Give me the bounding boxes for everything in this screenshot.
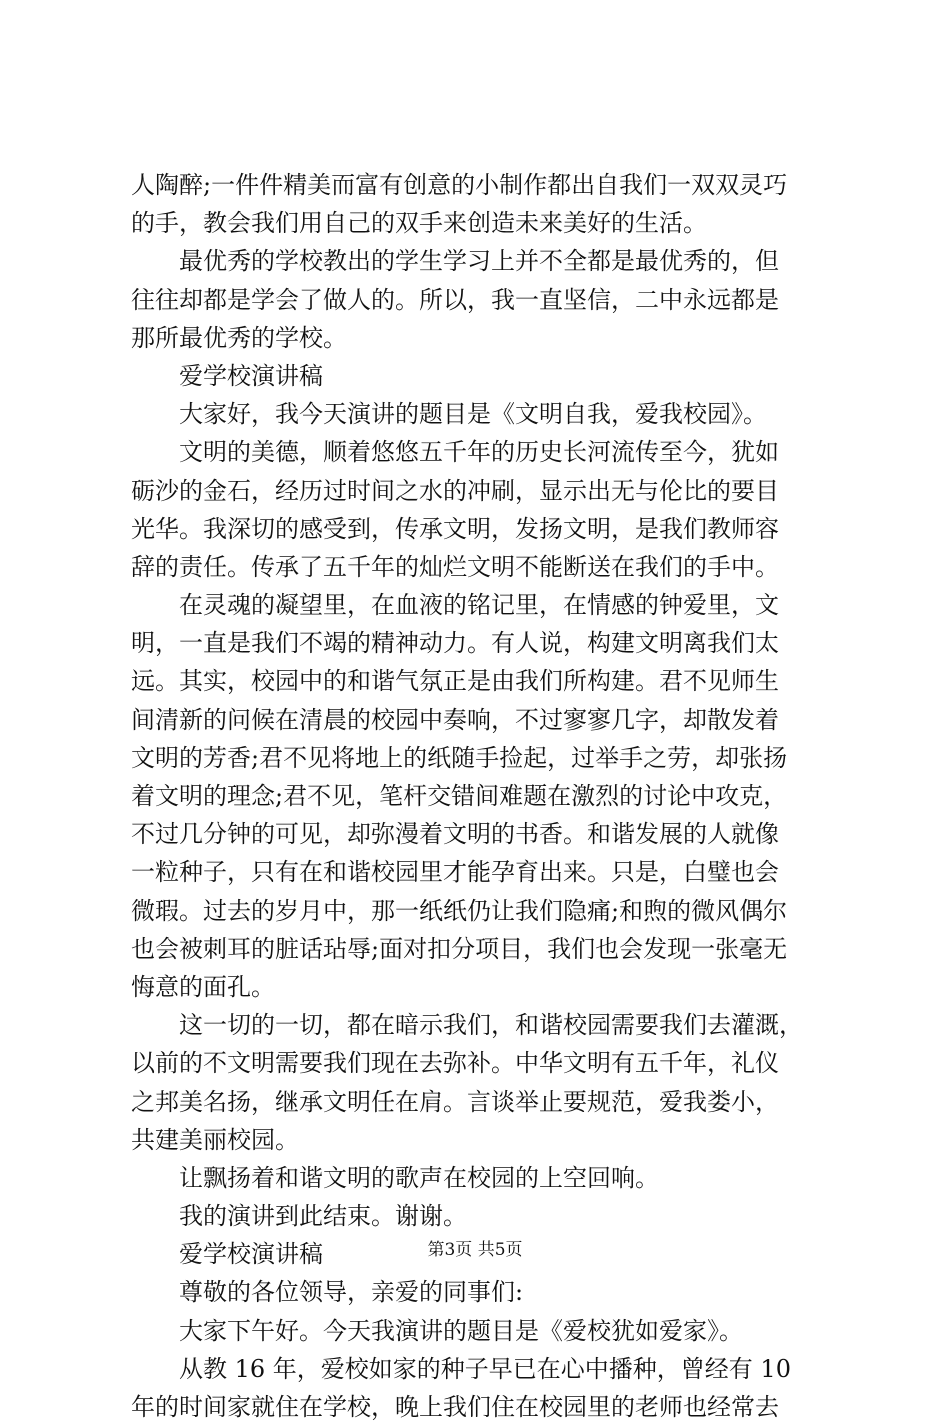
text-line: 光华。我深切的感受到，传承文明，发扬文明，是我们教师容 bbox=[131, 514, 779, 543]
text-line: 不过几分钟的可见，却弥漫着文明的书香。和谐发展的人就像 bbox=[131, 820, 779, 849]
text-line: 我的演讲到此结束。谢谢。 bbox=[179, 1202, 467, 1231]
text-line: 从教 16 年，爱校如家的种子早已在心中播种，曾经有 10 bbox=[179, 1354, 791, 1383]
text-line: 大家下午好。今天我演讲的题目是《爱校犹如爱家》。 bbox=[179, 1316, 743, 1345]
text-line: 让飘扬着和谐文明的歌声在校园的上空回响。 bbox=[179, 1163, 659, 1192]
text-line: 年的时间家就住在学校，晚上我们住在校园里的老师也经常去 bbox=[131, 1393, 779, 1421]
text-line: 这一切的一切，都在暗示我们，和谐校园需要我们去灌溉， bbox=[179, 1011, 803, 1040]
text-line: 砺沙的金石，经历过时间之水的冲刷，显示出无与伦比的要目 bbox=[131, 476, 779, 505]
text-line: 那所最优秀的学校。 bbox=[131, 323, 347, 352]
text-line: 人陶醉;一件件精美而富有创意的小制作都出自我们一双双灵巧 bbox=[131, 171, 788, 199]
text-line: 一粒种子，只有在和谐校园里才能孕育出来。只是，白璧也会 bbox=[131, 858, 779, 887]
text-line: 文明的美德，顺着悠悠五千年的历史长河流传至今，犹如 bbox=[179, 438, 779, 467]
page-footer: 第3页 共5页 bbox=[427, 1240, 523, 1260]
text-line: 之邦美名扬，继承文明任在肩。言谈举止要规范，爱我娄小， bbox=[131, 1087, 779, 1116]
text-line: 辞的责任。传承了五千年的灿烂文明不能断送在我们的手中。 bbox=[131, 552, 779, 581]
text-line: 也会被刺耳的脏话玷辱;面对扣分项目，我们也会发现一张毫无 bbox=[131, 934, 788, 963]
text-line: 明，一直是我们不竭的精神动力。有人说，构建文明离我们太 bbox=[131, 629, 779, 658]
text-line: 文明的芳香;君不见将地上的纸随手捡起，过举手之劳，却张扬 bbox=[131, 743, 788, 772]
body-text bbox=[131, 166, 831, 1426]
text-line: 悔意的面孔。 bbox=[131, 972, 275, 1001]
text-line: 尊敬的各位领导，亲爱的同事们: bbox=[179, 1278, 524, 1307]
text-line: 着文明的理念;君不见，笔杆交错间难题在激烈的讨论中攻克， bbox=[131, 782, 788, 810]
text-line: 往往却都是学会了做人的。所以，我一直坚信，二中永远都是 bbox=[131, 285, 779, 314]
text-line: 共建美丽校园。 bbox=[131, 1125, 299, 1154]
text-line: 爱学校演讲稿 bbox=[179, 1240, 323, 1269]
text-line: 在灵魂的凝望里，在血液的铭记里，在情感的钟爱里，文 bbox=[179, 591, 779, 620]
text-line: 间清新的问候在清晨的校园中奏响，不过寥寥几字，却散发着 bbox=[131, 705, 779, 734]
text-line: 爱学校演讲稿 bbox=[179, 361, 323, 390]
text-line: 以前的不文明需要我们现在去弥补。中华文明有五千年，礼仪 bbox=[131, 1049, 779, 1078]
text-line: 大家好，我今天演讲的题目是《文明自我，爱我校园》。 bbox=[179, 400, 767, 429]
text-line: 的手，教会我们用自己的双手来创造未来美好的生活。 bbox=[131, 209, 707, 238]
text-line: 微瑕。过去的岁月中，那一纸纸仍让我们隐痛;和煦的微风偶尔 bbox=[131, 896, 788, 925]
text-line: 远。其实，校园中的和谐气氛正是由我们所构建。君不见师生 bbox=[131, 667, 779, 696]
text-line: 最优秀的学校教出的学生学习上并不全都是最优秀的，但 bbox=[179, 247, 779, 276]
